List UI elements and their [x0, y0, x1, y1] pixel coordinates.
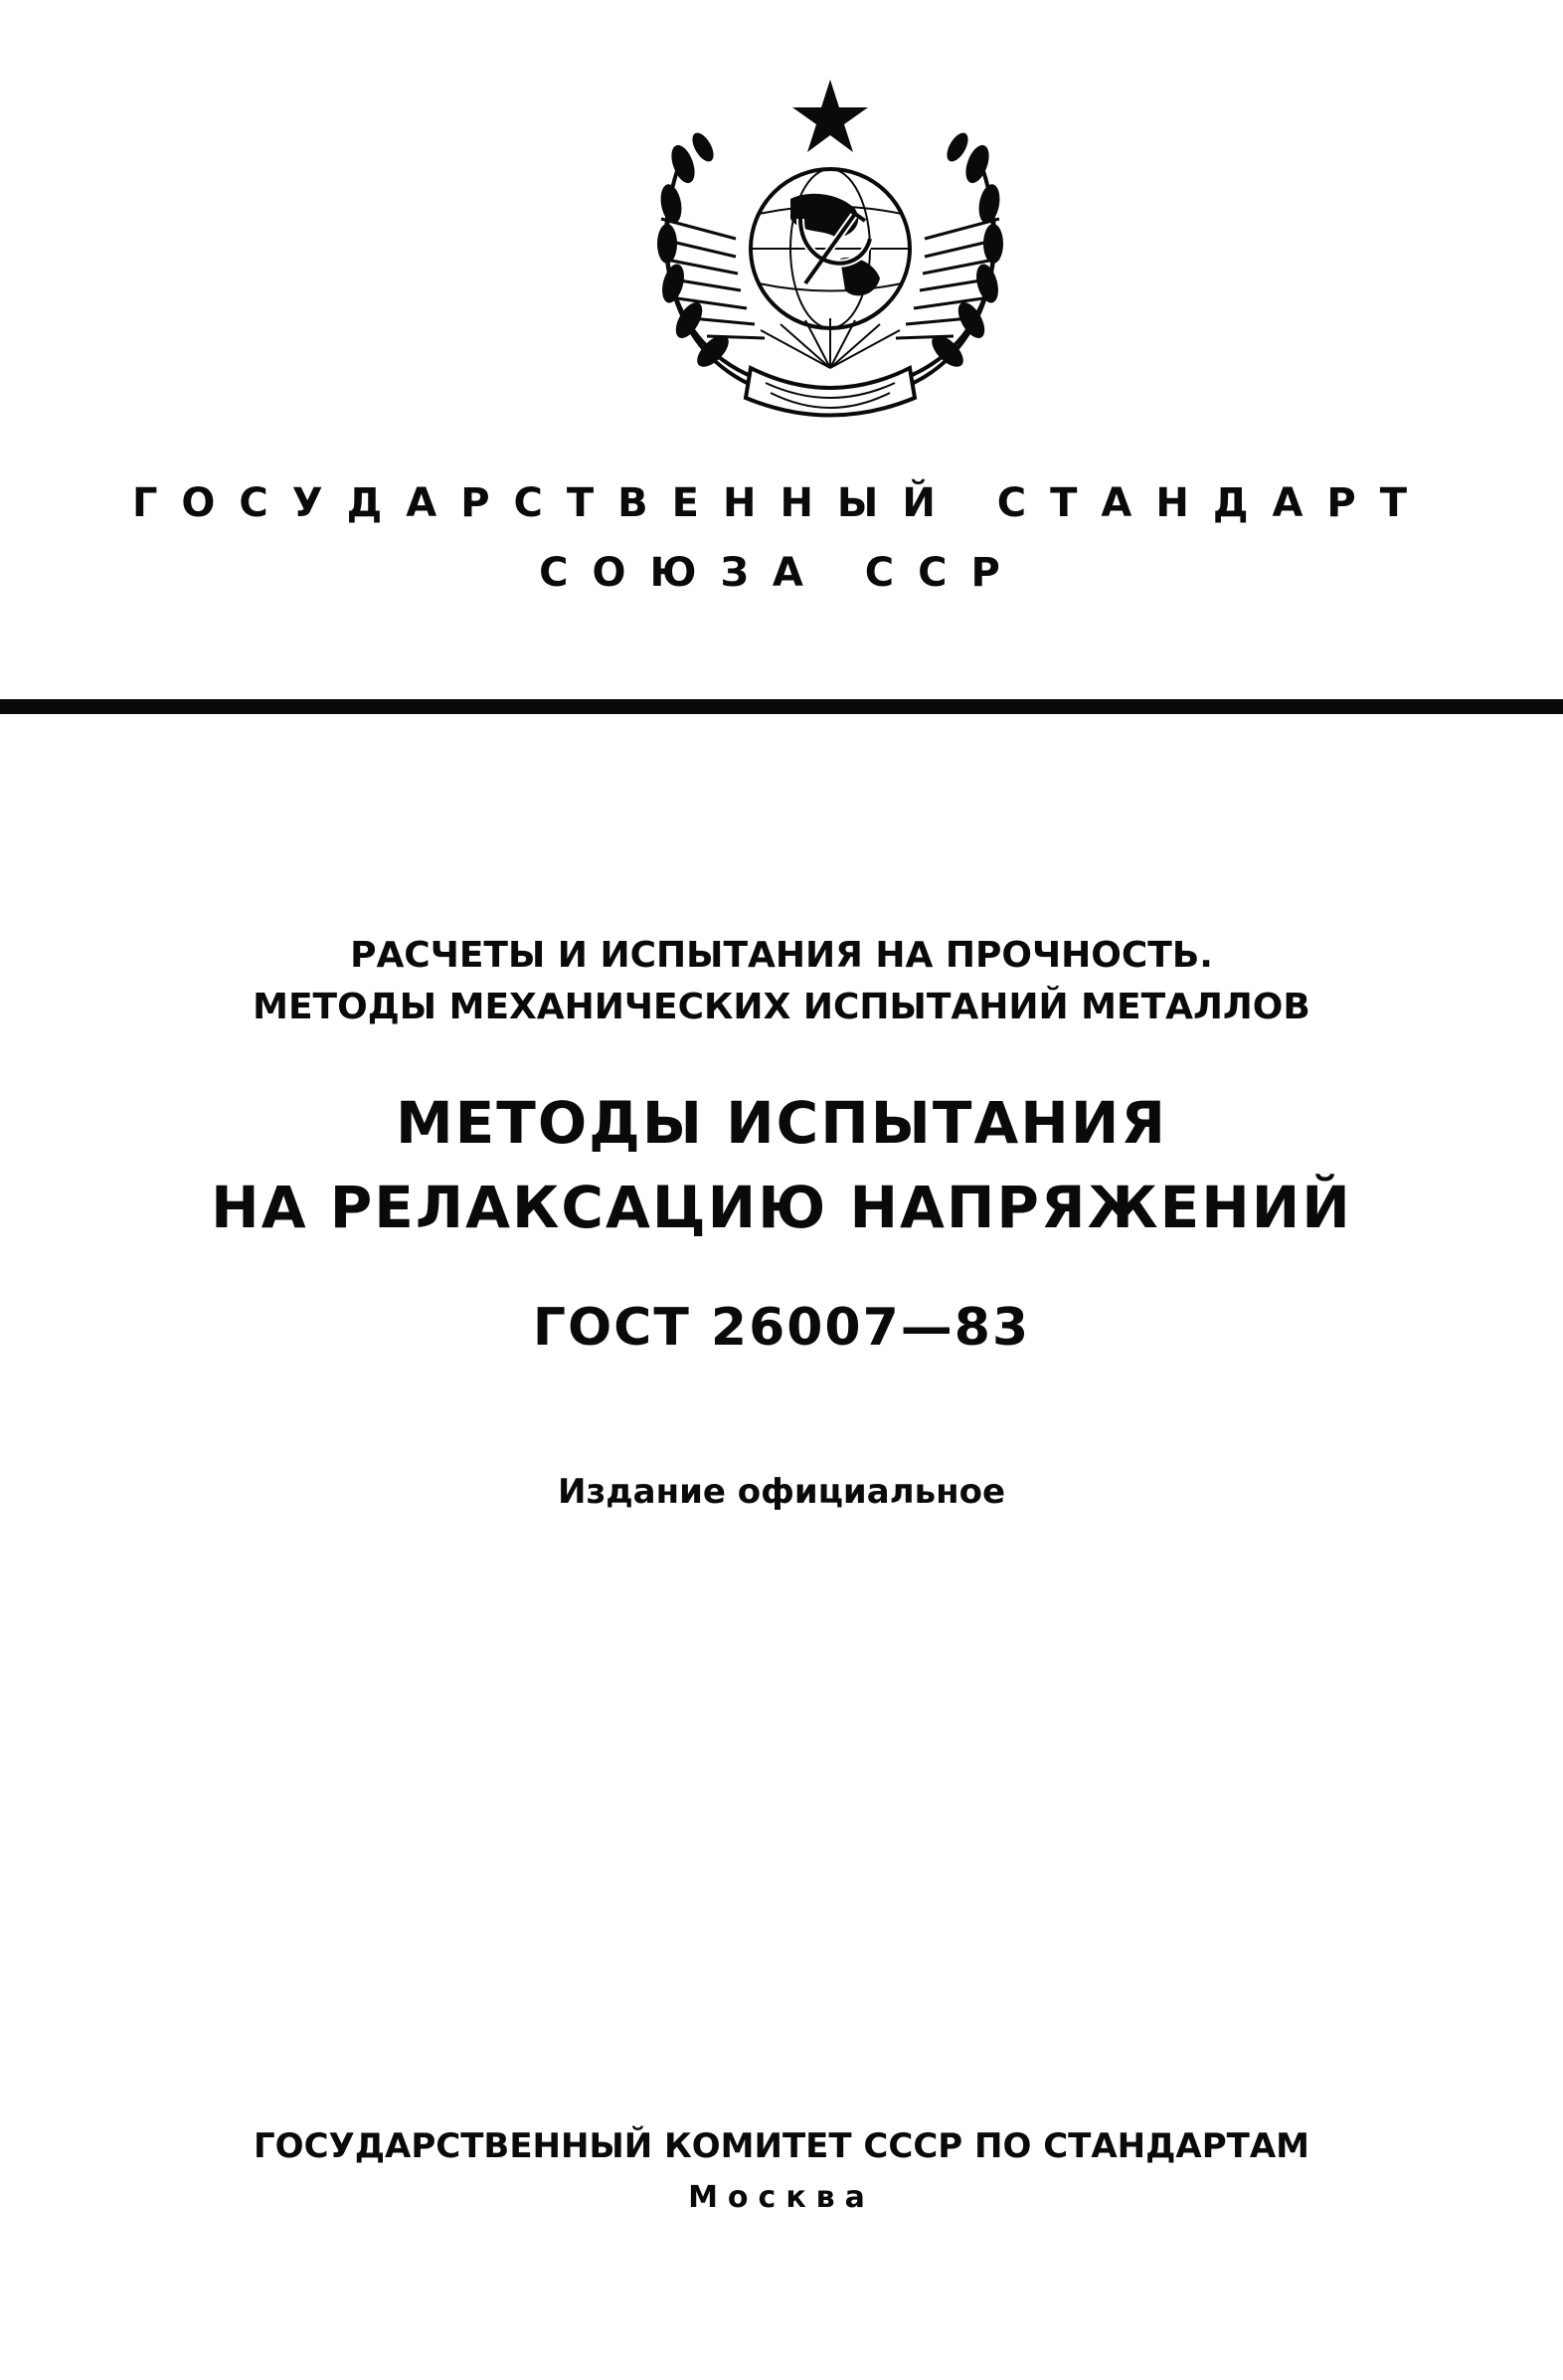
standard-number: ГОСТ 26007—83 [532, 1298, 1031, 1358]
document-title-line2: НА РЕЛАКСАЦИЮ НАПРЯЖЕНИЙ [211, 1174, 1352, 1241]
series-title-line1: РАСЧЕТЫ И ИСПЫТАНИЯ НА ПРОЧНОСТЬ. [350, 935, 1213, 976]
series-title-line2: МЕТОДЫ МЕХАНИЧЕСКИХ ИСПЫТАНИЙ МЕТАЛЛОВ [253, 987, 1310, 1027]
edition-label: Издание официальное [557, 1472, 1006, 1512]
header-title-line2: СОЮЗА ССР [539, 550, 1024, 596]
publication-city: Москва [688, 2180, 875, 2215]
horizontal-divider [0, 699, 1563, 714]
publisher-name: ГОСУДАРСТВЕННЫЙ КОМИТЕТ СССР ПО СТАНДАРТАМ [254, 2126, 1309, 2166]
header-title-line1: ГОСУДАРСТВЕННЫЙ СТАНДАРТ [131, 480, 1432, 526]
document-title-line1: МЕТОДЫ ИСПЫТАНИЯ [395, 1089, 1168, 1157]
ussr-state-emblem-icon [641, 70, 1019, 443]
